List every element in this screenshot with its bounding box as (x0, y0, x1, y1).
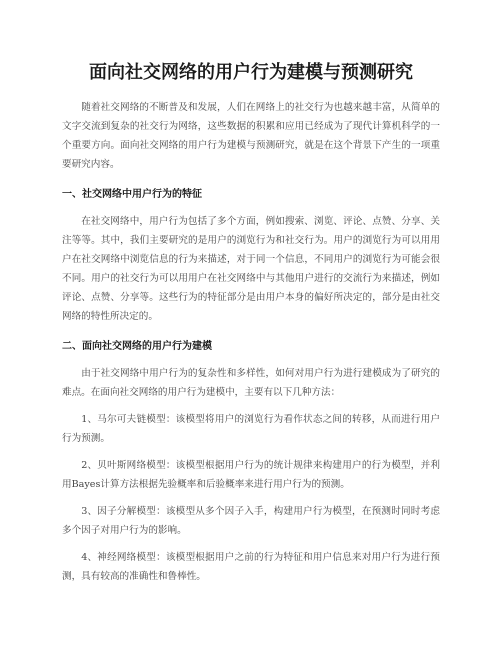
list-item (62, 410, 440, 448)
list-item (62, 456, 440, 494)
document-title: 面向社交网络的用户行为建模与预测研究 (89, 62, 413, 83)
list-item-4: 4、神经网络模型：该模型根据用户之前的行为特征和用户信息来对用户行为进行预测，具有较高的准确性和鲁棒性。 (62, 552, 440, 582)
intro-paragraph: 随着社交网络的不断普及和发展，人们在网络上的社交行为也越来越丰富，从简单的文字交流到复杂的社交行为网络，这些数据的积累和应用已经成为了现代计算机科学的一个重要方向。面向社交网络的用户行为建模与预测研究，就是在这个背景下产生的一项重要研究内容。 (62, 102, 440, 170)
document-body (62, 98, 440, 586)
section-heading-1: 一、社交网络中用户行为的特征 (62, 189, 202, 200)
list-item (62, 548, 440, 586)
list-item-1: 1、马尔可夫链模型：该模型将用户的浏览行为看作状态之间的转移，从而进行用户行为预测。 (62, 414, 440, 444)
list-item-3: 3、因子分解模型：该模型从多个因子入手，构建用户行为模型，在预测时同时考虑多个因子对用户行为的影响。 (62, 506, 440, 536)
list-item-2: 2、贝叶斯网络模型：该模型根据用户行为的统计规律来构建用户的行为模型，并利用Bayes计算方法根据先验概率和后验概率来进行用户行为的预测。 (62, 460, 440, 490)
section-2-paragraph: 由于社交网络中用户行为的复杂性和多样性，如何对用户行为进行建模成为了研究的难点。在面向社交网络的用户行为建模中，主要有以下几种方法： (62, 368, 440, 398)
section-1-paragraph: 在社交网络中，用户行为包括了多个方面，例如搜索、浏览、评论、点赞、分享、关注等等。其中，我们主要研究的是用户的浏览行为和社交行为。用户的浏览行为可以用用户在社交网络中浏览信息的行为来描述，对于同一个信息，不同用户的浏览行为可能会很不同。用户的社交行为可以用用户在社交网络中与其他用户进行的交流行为来描述，例如评论、点赞、分享等。这些行为的特征部分是由用户本身的偏好所决定的，部分是由社交网络的特性所决定的。 (62, 216, 440, 322)
section-heading-2: 二、面向社交网络的用户行为建模 (62, 341, 212, 352)
list-item (62, 502, 440, 540)
